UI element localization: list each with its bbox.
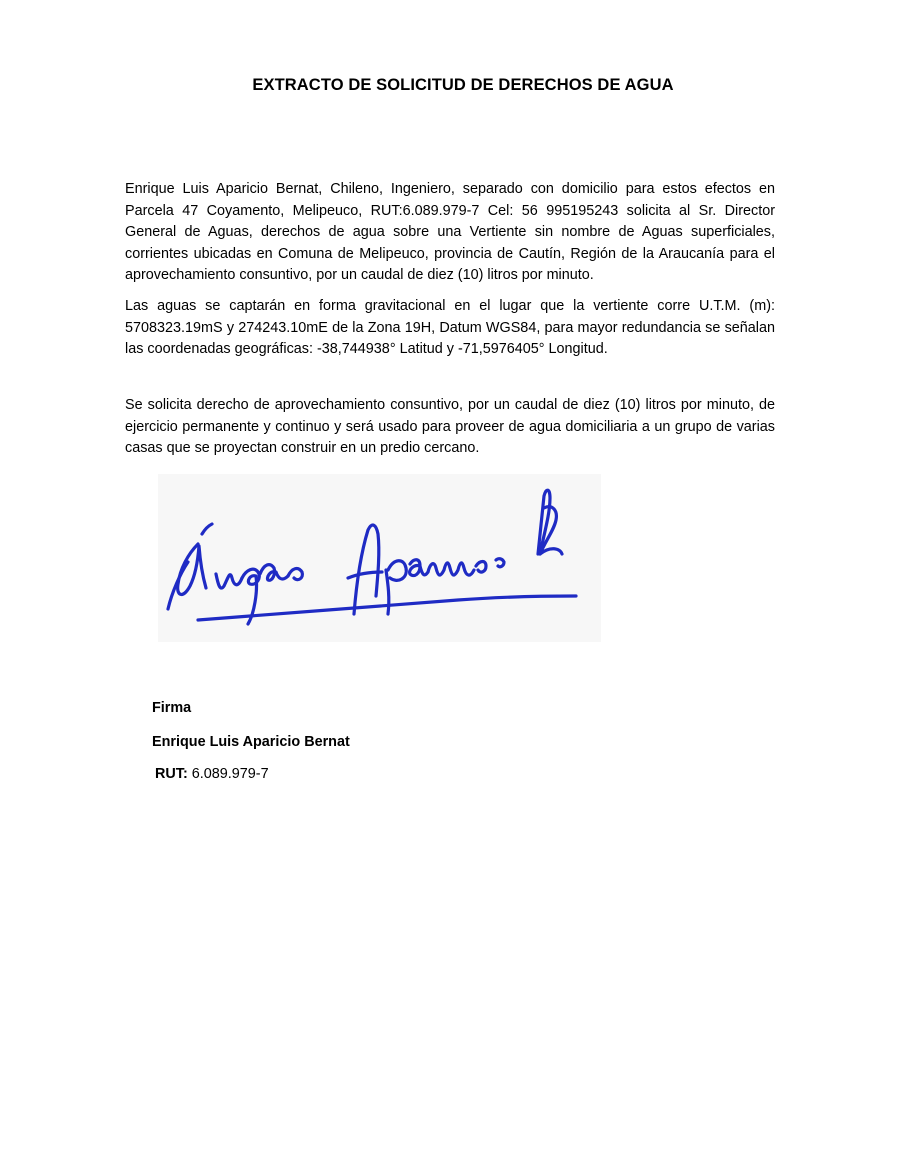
signer-rut bbox=[155, 766, 269, 782]
signature-label: Firma bbox=[152, 700, 192, 716]
paragraph-location: Las aguas se captarán en forma gravitacional en el lugar que la vertiente corre U.T.M. (m): 5708323.19mS y 274243.10mE de la Zona 19H, Datum WGS84, para mayor redundancia se señalan las coordenadas geográficas: -38,744938° Latitud y -71,5976405° Longitud. bbox=[125, 298, 775, 358]
rut-value: 6.089.979-7 bbox=[187, 766, 269, 782]
signer-name: Enrique Luis Aparicio Bernat bbox=[152, 734, 350, 750]
paragraph-usage: Se solicita derecho de aprovechamiento consuntivo, por un caudal de diez (10) litros por minuto, de ejercicio permanente y continuo y será usado para proveer de agua domiciliaria a un grupo de varias casas que se proyectan construir en un predio cercano. bbox=[125, 397, 775, 457]
document-title: EXTRACTO DE SOLICITUD DE DERECHOS DE AGUA bbox=[252, 76, 674, 94]
handwritten-signature bbox=[158, 474, 601, 642]
rut-label: RUT: bbox=[155, 766, 188, 782]
paragraph-applicant: Enrique Luis Aparicio Bernat, Chileno, Ingeniero, separado con domicilio para estos efectos en Parcela 47 Coyamento, Melipeuco, RUT:6.089.979-7 Cel: 56 995195243 solicita al Sr. Director General de Aguas, derechos de agua sobre una Vertiente sin nombre de Aguas superficiales, corrientes ubicadas en Comuna de Melipeuco, provincia de Cautín, Región de la Araucanía para el aprovechamiento consuntivo, por un caudal de diez (10) litros por minuto. bbox=[125, 181, 775, 284]
